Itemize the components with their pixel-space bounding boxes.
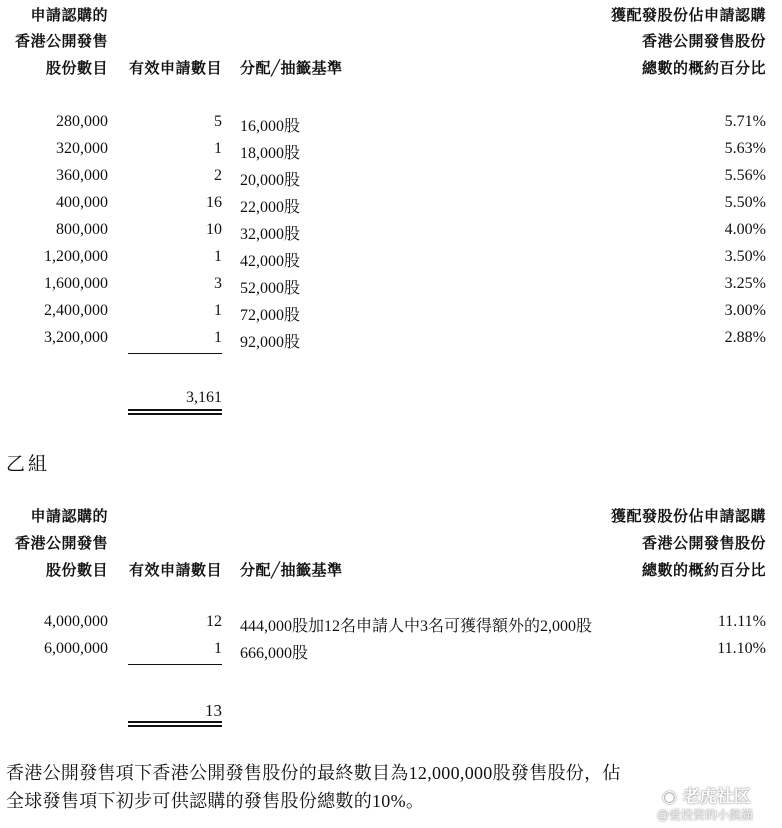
applications-cell: 1 [214,248,222,265]
applications-cell: 16 [206,194,222,211]
table-row [0,140,782,164]
applications-cell: 3 [214,275,222,292]
applications-cell: 2 [214,167,222,184]
col1-header-line3: 股份數目 [45,59,108,77]
basis-cell: 16,000股 [240,118,301,135]
group2-title: 乙組 [6,453,51,475]
total-double-rule [128,409,222,415]
percent-cell: 3.50% [724,248,766,265]
table-row [0,167,782,191]
col2-header: 有效申請數目 [128,59,222,77]
shares-cell: 2,400,000 [44,302,108,319]
applications-cell: 1 [214,140,222,157]
col4-header-line1: 獲配發股份佔申請認購 [610,507,766,525]
shares-cell: 400,000 [56,194,108,211]
table-row [0,248,782,272]
col2-header: 有效申請數目 [128,561,222,579]
basis-cell: 32,000股 [240,226,301,243]
table-row [0,113,782,137]
shares-cell: 800,000 [56,221,108,238]
basis-cell: 666,000股 [240,645,309,662]
table-row [0,302,782,326]
watermark-top: 老虎社区 [682,787,751,807]
basis-cell: 444,000股加12名申請人中3名可獲得額外的2,000股 [240,618,593,635]
shares-cell: 280,000 [56,113,108,130]
total-double-rule [128,721,222,727]
shares-cell: 3,200,000 [44,329,108,346]
watermark-handle: @爱投资的小熊猫 [657,808,754,822]
table-row [0,329,782,353]
basis-cell: 42,000股 [240,253,301,270]
basis-cell: 92,000股 [240,334,301,351]
applications-cell: 1 [214,329,222,346]
basis-cell: 20,000股 [240,172,301,189]
col1-header-line1: 申請認購的 [30,6,108,24]
table-row [0,221,782,245]
col4-header-line3: 總數的概約百分比 [641,561,766,579]
percent-cell: 5.63% [724,140,766,157]
col3-header: 分配╱抽籤基準 [240,59,343,77]
watermark-logo [662,782,751,807]
percent-cell: 2.88% [724,329,766,346]
col1-header-line3: 股份數目 [45,561,108,579]
percent-cell: 4.00% [724,221,766,238]
percent-cell: 3.00% [724,302,766,319]
group1-total: 3,161 [186,389,222,406]
footer-line1: 香港公開發售項下香港公開發售股份的最終數目為12,000,000股發售股份，佔 [6,763,621,783]
col4-header-line2: 香港公開發售股份 [641,32,766,50]
shares-cell: 1,600,000 [44,275,108,292]
col4-header-line3: 總數的概約百分比 [641,59,766,77]
footer-line2: 全球發售項下初步可供認購的發售股份總數的10%。 [6,791,425,811]
subtotal-rule [128,353,222,354]
shares-cell: 320,000 [56,140,108,157]
percent-cell: 5.50% [724,194,766,211]
applications-cell: 5 [214,113,222,130]
table-row [0,640,782,664]
table-row [0,194,782,218]
applications-cell: 1 [214,302,222,319]
shares-cell: 4,000,000 [44,613,108,630]
col1-header-line2: 香港公開發售 [14,534,108,552]
shares-cell: 1,200,000 [44,248,108,265]
shares-cell: 360,000 [56,167,108,184]
percent-cell: 5.71% [724,113,766,130]
percent-cell: 3.25% [724,275,766,292]
table-row [0,613,782,637]
col3-header: 分配╱抽籤基準 [240,561,343,579]
col1-header-line2: 香港公開發售 [14,32,108,50]
col4-header-line2: 香港公開發售股份 [641,534,766,552]
basis-cell: 22,000股 [240,199,301,216]
basis-cell: 52,000股 [240,280,301,297]
applications-cell: 12 [206,613,222,630]
group2-total: 13 [205,701,222,720]
percent-cell: 11.10% [717,640,766,657]
percent-cell: 5.56% [724,167,766,184]
percent-cell: 11.11% [717,613,766,630]
col4-header-line1: 獲配發股份佔申請認購 [610,6,766,24]
subtotal-rule [128,664,222,665]
applications-cell: 10 [206,221,222,238]
col1-header-line1: 申請認購的 [30,507,108,525]
tiger-icon: ◉ [662,787,677,807]
shares-cell: 6,000,000 [44,640,108,657]
basis-cell: 72,000股 [240,307,301,324]
applications-cell: 1 [214,640,222,657]
table-row [0,275,782,299]
basis-cell: 18,000股 [240,145,301,162]
